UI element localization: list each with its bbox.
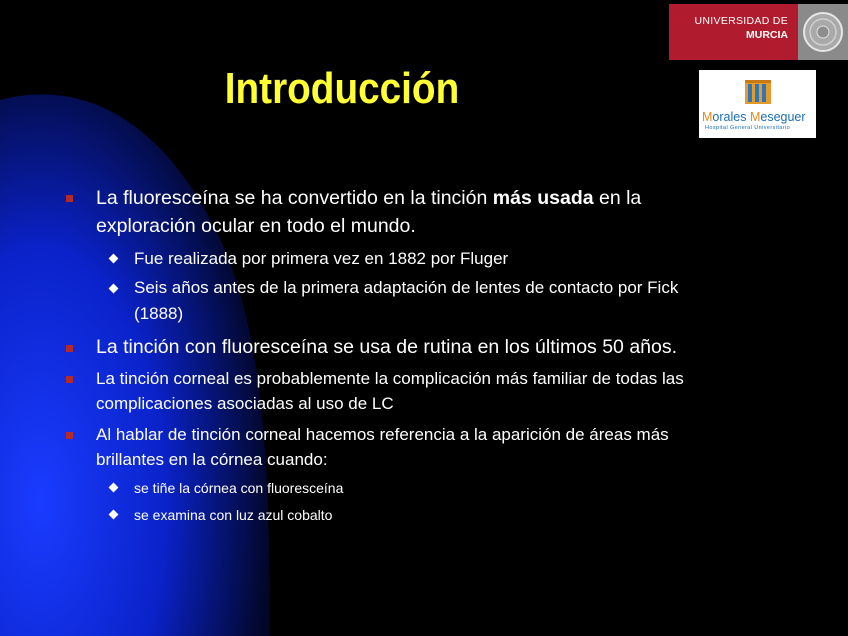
bullet-3-line-1: La tinción corneal es probablemente la complicación más familiar de todas las xyxy=(96,369,684,388)
sub-bullet-4-1: se tiñe la córnea con fluoresceína xyxy=(134,480,344,496)
university-name xyxy=(695,14,788,42)
hospital-logo xyxy=(699,70,816,138)
bullet-square-icon xyxy=(66,432,73,439)
slide-title: Introducción xyxy=(224,64,460,113)
hospital-subtitle: Hospital General Universitario xyxy=(705,125,791,131)
hospital-name: Morales Meseguer xyxy=(702,110,806,124)
bullet-1-line-2: exploración ocular en todo el mundo. xyxy=(96,215,416,237)
bullet-square-icon xyxy=(66,345,73,352)
bullet-2: La tinción con fluoresceína se usa de rutina en los últimos 50 años. xyxy=(96,336,678,358)
sub-bullet-1-1: Fue realizada por primera vez en 1882 por Fluger xyxy=(134,249,509,268)
bullet-3-line-2: complicaciones asociadas al uso de LC xyxy=(96,394,394,413)
bullet-4-line-1: Al hablar de tinción corneal hacemos referencia a la aparición de áreas más xyxy=(96,425,669,444)
university-line2: MURCIA xyxy=(746,29,788,41)
bullet-square-icon xyxy=(66,195,73,202)
university-line1: UNIVERSIDAD DE xyxy=(694,15,788,27)
bullet-4-line-2: brillantes en la córnea cuando: xyxy=(96,450,328,469)
sub-bullet-4-2: se examina con luz azul cobalto xyxy=(134,507,333,523)
building-icon xyxy=(699,70,816,110)
bullet-1-line-1: La fluoresceína se ha convertido en la tinción más usada en la xyxy=(96,187,642,209)
sub-bullet-1-2-line-1: Seis años antes de la primera adaptación de lentes de contacto por Fick xyxy=(134,278,679,297)
university-seal-icon xyxy=(798,4,848,60)
sub-bullet-1-2-line-2: (1888) xyxy=(134,304,184,323)
university-logo xyxy=(669,4,848,60)
bullet-square-icon xyxy=(66,376,73,383)
